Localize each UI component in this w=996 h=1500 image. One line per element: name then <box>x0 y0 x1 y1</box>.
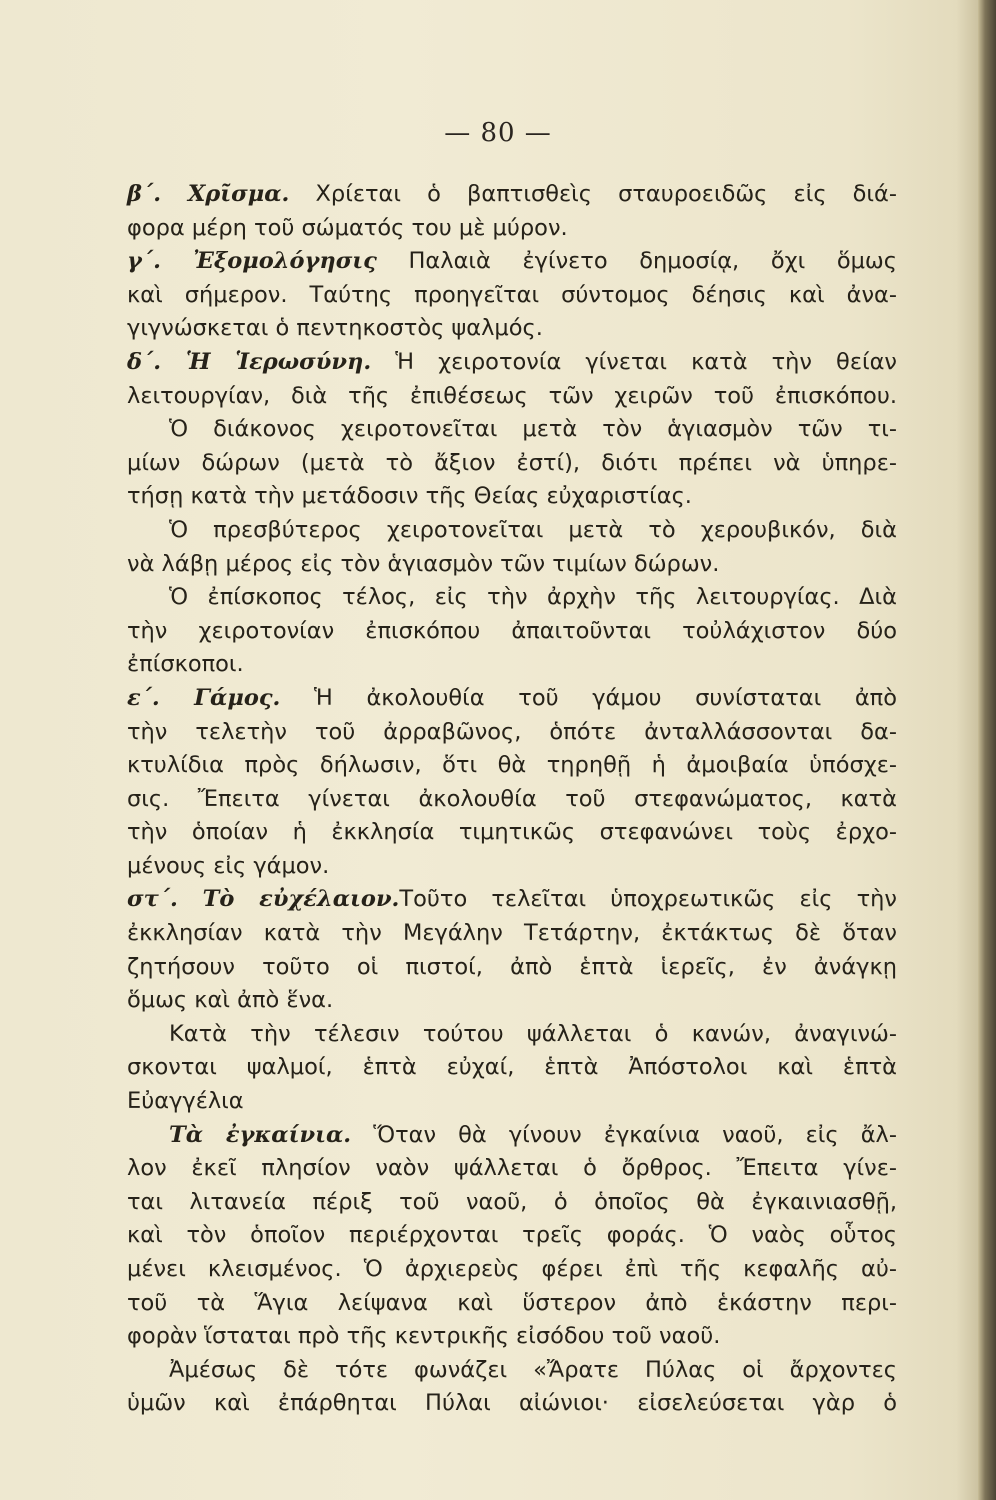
line-text: Εὐαγγέλια <box>127 1088 244 1115</box>
line-text: Ὅταν θὰ γίνουν ἐγκαίνια ναοῦ, εἰς ἄλ- <box>351 1121 897 1148</box>
section-heading: στ΄. Τὸ εὐχέλαιον. <box>127 886 400 913</box>
line-text: τήσῃ κατὰ τὴν μετάδοσιν τῆς Θείας εὐχαριστίας. <box>127 483 692 510</box>
text-line <box>127 1152 897 1186</box>
text-line <box>127 1119 897 1153</box>
text-line <box>127 648 897 682</box>
line-text: σις. Ἔπειτα γίνεται ἀκολουθία τοῦ στεφανώματος, κατὰ <box>127 785 897 812</box>
text-line <box>127 883 897 917</box>
line-text: Ὁ διάκονος χειροτονεῖται μετὰ τὸν ἁγιασμὸν τῶν τι- <box>169 416 897 443</box>
text-line <box>127 312 897 346</box>
line-text: νὰ λάβῃ μέρος εἰς τὸν ἁγιασμὸν τῶν τιμίων δώρων. <box>127 550 720 577</box>
line-text: Κατὰ τὴν τέλεσιν τούτου ψάλλεται ὁ κανών, ἀναγινώ- <box>169 1020 897 1047</box>
line-text: ται λιτανεία πέριξ τοῦ ναοῦ, ὁ ὁποῖος θὰ ἐγκαινιασθῇ, <box>127 1188 897 1215</box>
text-line <box>127 1253 897 1287</box>
line-text: Τοῦτο τελεῖται ὑποχρεωτικῶς εἰς τὴν <box>399 886 897 913</box>
line-text: σκονται ψαλμοί, ἑπτὰ εὐχαί, ἑπτὰ Ἀπόστολοι καὶ ἑπτὰ <box>127 1054 897 1081</box>
text-line <box>127 447 897 481</box>
line-text: ὅμως καὶ ἀπὸ ἕνα. <box>127 987 334 1014</box>
section-heading: β΄. Χρῖσμα. <box>127 181 290 207</box>
line-text: μένους εἰς γάμον. <box>127 852 330 879</box>
text-line <box>127 1320 897 1354</box>
line-text: ἐκκλησίαν κατὰ τὴν Μεγάλην Τετάρτην, ἐκτάκτως δὲ ὅταν <box>127 920 897 947</box>
section-heading: ε΄. Γάμος. <box>127 684 281 711</box>
body-text <box>127 178 897 1421</box>
line-text: ὑμῶν καὶ ἐπάρθηται Πύλαι αἰώνιοι· εἰσελεύσεται γὰρ ὁ <box>127 1390 897 1417</box>
text-line <box>127 380 897 414</box>
line-text: τὴν τελετὴν τοῦ ἀρραβῶνος, ὁπότε ἀνταλλάσσονται δα- <box>127 718 897 745</box>
line-text: λον ἐκεῖ πλησίον ναὸν ψάλλεται ὁ ὄρθρος. Ἔπειτα γίνε- <box>127 1155 897 1182</box>
text-line <box>127 1051 897 1085</box>
text-line <box>127 1387 897 1421</box>
text-line <box>127 615 897 649</box>
line-text: φορὰν ἵσταται πρὸ τῆς κεντρικῆς εἰσόδου τοῦ ναοῦ. <box>127 1323 721 1350</box>
text-line <box>127 480 897 514</box>
line-text: τὴν χειροτονίαν ἐπισκόπου ἀπαιτοῦνται τοὐλάχιστον δύο <box>127 617 897 644</box>
section-heading: δ΄. Ἡ Ἱερωσύνη. <box>127 348 372 375</box>
text-line <box>127 413 897 447</box>
line-text: Χρίεται ὁ βαπτισθεὶς σταυροειδῶς εἰς διά- <box>289 181 897 207</box>
line-text: ζητήσουν τοῦτο οἱ πιστοί, ἀπὸ ἑπτὰ ἱερεῖς, ἐν ἀνάγκῃ <box>127 953 897 980</box>
text-line <box>127 1354 897 1388</box>
line-text: λειτουργίαν, διὰ τῆς ἐπιθέσεως τῶν χειρῶν τοῦ ἐπισκόπου. <box>127 382 897 409</box>
line-text: Ὁ ἐπίσκοπος τέλος, εἰς τὴν ἀρχὴν τῆς λειτουργίας. Διὰ <box>169 584 897 611</box>
text-line <box>127 682 897 716</box>
text-line <box>127 245 897 279</box>
line-text: τὴν ὁποίαν ἡ ἐκκλησία τιμητικῶς στεφανώνει τοὺς ἐρχο- <box>127 819 897 846</box>
line-text: κτυλίδια πρὸς δήλωσιν, ὅτι θὰ τηρηθῇ ἡ ἀμοιβαία ὑπόσχε- <box>127 752 897 779</box>
text-line <box>127 212 897 246</box>
text-line <box>127 1085 897 1119</box>
line-text: μίων δώρων (μετὰ τὸ ἄξιον ἐστί), διότι πρέπει νὰ ὑπηρε- <box>127 449 897 476</box>
line-text: Ὁ πρεσβύτερος χειροτονεῖται μετὰ τὸ χερουβικόν, διὰ <box>169 516 897 543</box>
line-text: Ἀμέσως δὲ τότε φωνάζει «Ἄρατε Πύλας οἱ ἄρχοντες <box>169 1356 897 1383</box>
line-text: Παλαιὰ ἐγίνετο δημοσίᾳ, ὄχι ὅμως <box>376 248 897 275</box>
text-line <box>127 716 897 750</box>
line-text: ἐπίσκοποι. <box>127 651 244 678</box>
text-line <box>127 548 897 582</box>
line-text: καὶ τὸν ὁποῖον περιέρχονται τρεῖς φοράς. Ὁ ναὸς οὗτος <box>127 1222 897 1249</box>
text-line <box>127 581 897 615</box>
text-line <box>127 346 897 380</box>
text-line <box>127 984 897 1018</box>
page-binding-edge <box>978 0 996 1500</box>
line-text: τοῦ τὰ Ἅγια λείψανα καὶ ὕστερον ἀπὸ ἑκάστην περι- <box>127 1289 897 1316</box>
text-line <box>127 850 897 884</box>
section-heading: Τὰ ἐγκαίνια. <box>169 1121 352 1148</box>
text-line <box>127 514 897 548</box>
text-line <box>127 1219 897 1253</box>
text-line <box>127 783 897 817</box>
text-line <box>127 1018 897 1052</box>
text-line <box>127 917 897 951</box>
text-line <box>127 178 897 212</box>
text-line <box>127 951 897 985</box>
line-text: Ἡ ἀκολουθία τοῦ γάμου συνίσταται ἀπὸ <box>280 684 897 711</box>
line-text: φορα μέρη τοῦ σώματός του μὲ μύρον. <box>127 214 568 241</box>
text-line <box>127 279 897 313</box>
line-text: γιγνώσκεται ὁ πεντηκοστὸς ψαλμός. <box>127 315 543 342</box>
line-text: Ἡ χειροτονία γίνεται κατὰ τὴν θείαν <box>371 348 897 375</box>
page-number: — 80 — <box>444 118 552 148</box>
text-line <box>127 816 897 850</box>
line-text: μένει κλεισμένος. Ὁ ἀρχιερεὺς φέρει ἐπὶ τῆς κεφαλῆς αὐ- <box>127 1256 897 1282</box>
text-line <box>127 1287 897 1321</box>
line-text: καὶ σήμερον. Ταύτης προηγεῖται σύντομος δέησις καὶ ἀνα- <box>127 281 897 308</box>
section-heading: γ΄. Ἐξομολόγησις <box>127 248 377 275</box>
text-line <box>127 749 897 783</box>
text-line <box>127 1186 897 1220</box>
